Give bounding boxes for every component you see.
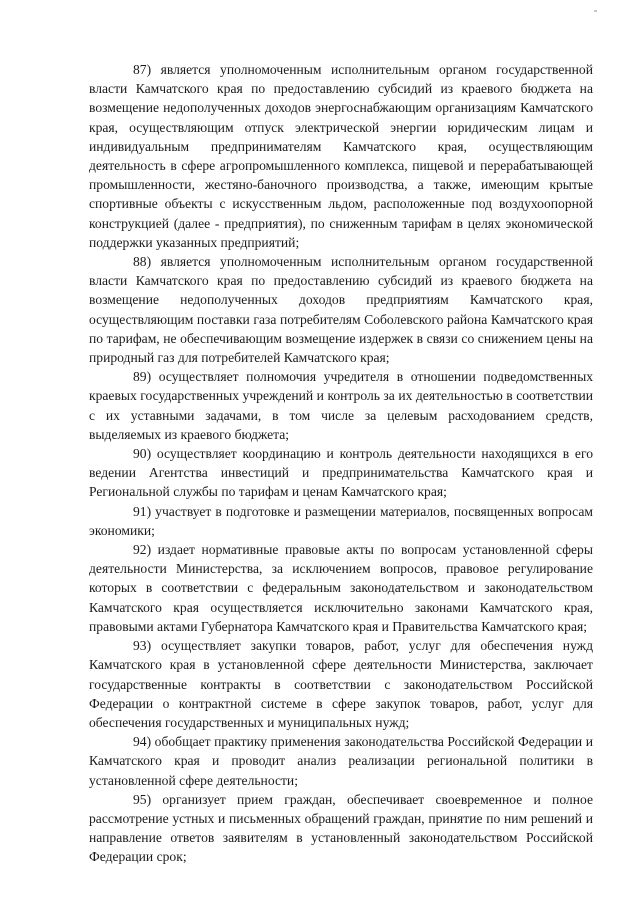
- scan-mark: [594, 10, 597, 12]
- paragraph-94: 94) обобщает практику применения законодательства Российской Федерации и Камчатского края и проводит анализ реализации региональной политики в установленной сфере деятельности;: [89, 734, 593, 788]
- document-body: [89, 60, 593, 867]
- paragraph-92: 92) издает нормативные правовые акты по вопросам установленной сферы деятельности Министерства, за исключением вопросов, правовое регулирование которых в соответствии с федеральным законодательством и законодательством Камчатского края осуществляется исключительно законами Камчатского края, правовыми актами Губернатора Камчатского края и Правительства Камчатского края;: [89, 542, 593, 634]
- paragraph-88: 88) является уполномоченным исполнительным органом государственной власти Камчатского края по предоставлению субсидий из краевого бюджета на возмещение недополученных доходов предприятиям Камчатского края, осуществляющим поставки газа потребителям Соболевского района Камчатского края по тарифам, не обеспечивающим возмещение издержек в связи со снижением цены на природный газ для потребителей Камчатского края;: [89, 254, 593, 366]
- paragraph-89: 89) осуществляет полномочия учредителя в отношении подведомственных краевых государственных учреждений и контроль за их деятельностью в соответствии с их уставными задачами, в том числе за целевым расходованием средств, выделяемых из краевого бюджета;: [89, 369, 593, 442]
- paragraph-93: 93) осуществляет закупки товаров, работ, услуг для обеспечения нужд Камчатского края в установленной сфере деятельности Министерства, заключает государственные контракты в соответствии с законодательством Российской Федерации о контрактной системе в сфере закупок товаров, работ, услуг для обеспечения государственных и муниципальных нужд;: [89, 638, 593, 730]
- paragraph-95: 95) организует прием граждан, обеспечивает своевременное и полное рассмотрение устных и письменных обращений граждан, принятие по ним решений и направление ответов заявителям в установленный законодательством Российской Федерации срок;: [89, 791, 593, 865]
- paragraph-90: 90) осуществляет координацию и контроль деятельности находящихся в его ведении Агентства инвестиций и предпринимательства Камчатского края и Региональной службы по тарифам и ценам Камчатского края;: [89, 446, 593, 500]
- paragraph-87: 87) является уполномоченным исполнительным органом государственной власти Камчатского края по предоставлению субсидий из краевого бюджета на возмещение недополученных доходов энергоснабжающим организациям Камчатского края, осуществляющим отпуск электрической энергии юридическим лицам и индивидуальным предпринимателям Камчатского края, осуществляющим деятельность в сфере агропромышленного комплекса, пищевой и перерабатывающей промышленности, жестяно-баночного производства, а также, имеющим крытые спортивные объекты с искусственным льдом, расположенные под воздухоопорной конструкцией (далее - предприятия), по сниженным тарифам в целях экономической поддержки указанных предприятий;: [89, 62, 593, 250]
- paragraph-91: 91) участвует в подготовке и размещении материалов, посвященных вопросам экономики;: [89, 503, 593, 538]
